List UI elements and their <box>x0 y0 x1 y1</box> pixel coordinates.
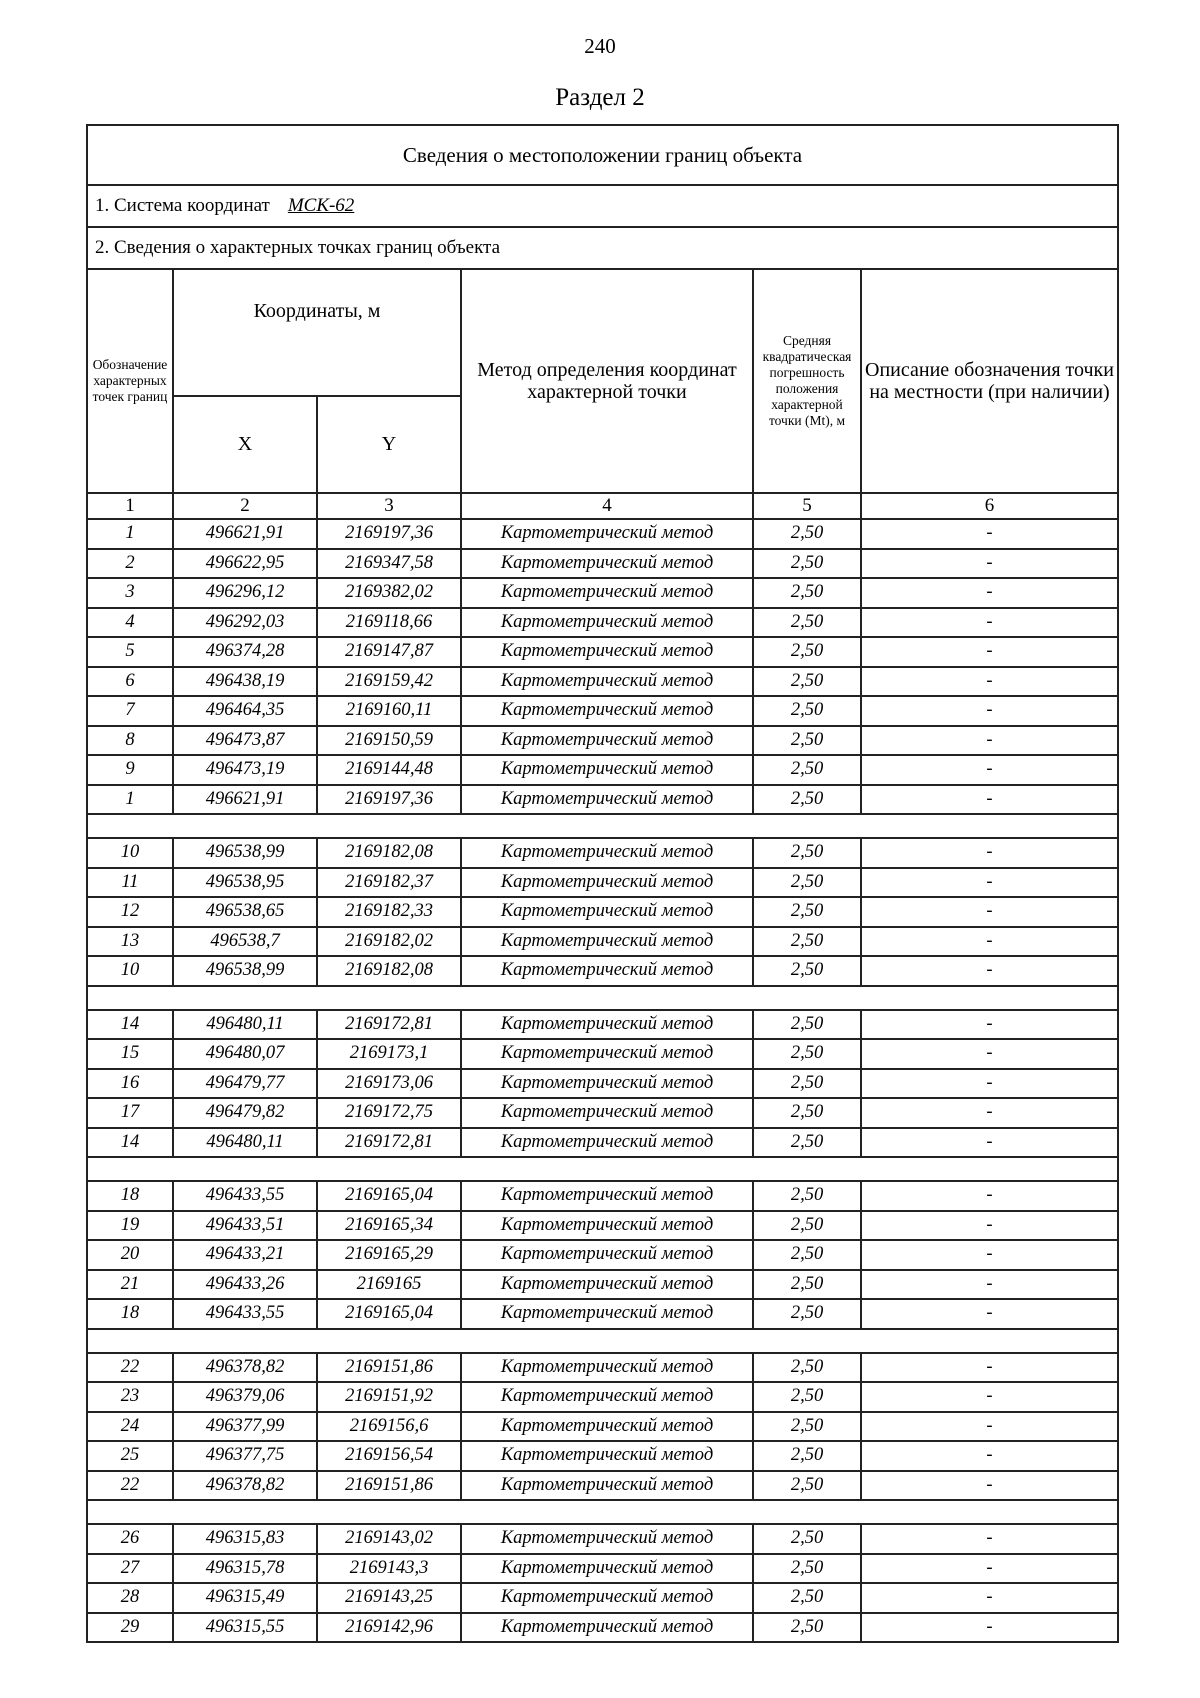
cell-x: 496621,91 <box>173 519 317 549</box>
cell-accuracy: 2,50 <box>753 755 861 785</box>
cell-x: 496377,75 <box>173 1441 317 1471</box>
cell-method: Картометрический метод <box>461 1039 753 1069</box>
cell-y: 2169147,87 <box>317 637 461 667</box>
table-row <box>87 785 1118 815</box>
cell-x: 496315,78 <box>173 1554 317 1584</box>
cell-accuracy: 2,50 <box>753 549 861 579</box>
cell-x: 496438,19 <box>173 667 317 697</box>
cell-x: 496473,87 <box>173 726 317 756</box>
cell-y: 2169118,66 <box>317 608 461 638</box>
table-title: Сведения о местоположении границ объекта <box>87 125 1118 185</box>
cell-method: Картометрический метод <box>461 1010 753 1040</box>
cell-accuracy: 2,50 <box>753 1211 861 1241</box>
cell-description: - <box>861 1098 1118 1128</box>
cell-x: 496621,91 <box>173 785 317 815</box>
group-separator-row <box>87 814 1118 838</box>
cell-method: Картометрический метод <box>461 519 753 549</box>
cell-description: - <box>861 608 1118 638</box>
cell-point-id: 1 <box>87 785 173 815</box>
group-separator-cell <box>87 1329 1118 1353</box>
cell-x: 496622,95 <box>173 549 317 579</box>
cell-description: - <box>861 956 1118 986</box>
cell-description: - <box>861 578 1118 608</box>
cell-accuracy: 2,50 <box>753 1554 861 1584</box>
cell-accuracy: 2,50 <box>753 1181 861 1211</box>
cell-accuracy: 2,50 <box>753 1471 861 1501</box>
header-accuracy: Средняя квадратическая погрешность положения характерной точки (Mt), м <box>753 269 861 493</box>
cell-y: 2169382,02 <box>317 578 461 608</box>
table-row <box>87 1128 1118 1158</box>
cell-accuracy: 2,50 <box>753 1240 861 1270</box>
cell-point-id: 7 <box>87 696 173 726</box>
coord-system-label: 1. Система координат <box>95 195 270 216</box>
cell-y: 2169144,48 <box>317 755 461 785</box>
cell-description: - <box>861 1441 1118 1471</box>
cell-method: Картометрический метод <box>461 755 753 785</box>
table-row <box>87 1471 1118 1501</box>
cell-x: 496433,26 <box>173 1270 317 1300</box>
table-row <box>87 1382 1118 1412</box>
page-number: 240 <box>584 34 616 58</box>
cell-y: 2169347,58 <box>317 549 461 579</box>
cell-accuracy: 2,50 <box>753 868 861 898</box>
cell-accuracy: 2,50 <box>753 1412 861 1442</box>
cell-accuracy: 2,50 <box>753 785 861 815</box>
table-row <box>87 1554 1118 1584</box>
header-point-designation: Обозначение характерных точек границ <box>87 269 173 493</box>
cell-accuracy: 2,50 <box>753 1270 861 1300</box>
group-separator-cell <box>87 1500 1118 1524</box>
column-numbers-row <box>87 493 1118 519</box>
cell-method: Картометрический метод <box>461 1181 753 1211</box>
cell-x: 496315,55 <box>173 1613 317 1643</box>
cell-accuracy: 2,50 <box>753 1613 861 1643</box>
cell-accuracy: 2,50 <box>753 637 861 667</box>
table-row <box>87 726 1118 756</box>
points-section-title: 2. Сведения о характерных точках границ объекта <box>87 227 1118 269</box>
header-coordinates: Координаты, м <box>173 269 461 396</box>
cell-method: Картометрический метод <box>461 1554 753 1584</box>
cell-accuracy: 2,50 <box>753 519 861 549</box>
cell-x: 496292,03 <box>173 608 317 638</box>
cell-x: 496377,99 <box>173 1412 317 1442</box>
cell-description: - <box>861 1524 1118 1554</box>
cell-description: - <box>861 868 1118 898</box>
cell-method: Картометрический метод <box>461 1412 753 1442</box>
table-row <box>87 1524 1118 1554</box>
cell-x: 496315,49 <box>173 1583 317 1613</box>
cell-point-id: 14 <box>87 1010 173 1040</box>
cell-point-id: 26 <box>87 1524 173 1554</box>
cell-description: - <box>861 1128 1118 1158</box>
cell-point-id: 6 <box>87 667 173 697</box>
cell-y: 2169151,86 <box>317 1353 461 1383</box>
cell-accuracy: 2,50 <box>753 1039 861 1069</box>
cell-y: 2169142,96 <box>317 1613 461 1643</box>
cell-point-id: 17 <box>87 1098 173 1128</box>
cell-accuracy: 2,50 <box>753 1128 861 1158</box>
cell-y: 2169172,81 <box>317 1128 461 1158</box>
cell-point-id: 28 <box>87 1583 173 1613</box>
cell-x: 496433,51 <box>173 1211 317 1241</box>
cell-x: 496374,28 <box>173 637 317 667</box>
cell-method: Картометрический метод <box>461 1128 753 1158</box>
column-number: 3 <box>317 493 461 519</box>
group-separator-row <box>87 1500 1118 1524</box>
cell-y: 2169197,36 <box>317 519 461 549</box>
cell-accuracy: 2,50 <box>753 696 861 726</box>
table-row <box>87 637 1118 667</box>
cell-description: - <box>861 667 1118 697</box>
cell-description: - <box>861 1613 1118 1643</box>
cell-point-id: 4 <box>87 608 173 638</box>
cell-method: Картометрический метод <box>461 1211 753 1241</box>
cell-point-id: 21 <box>87 1270 173 1300</box>
cell-method: Картометрический метод <box>461 726 753 756</box>
cell-description: - <box>861 1039 1118 1069</box>
cell-method: Картометрический метод <box>461 1069 753 1099</box>
column-number: 5 <box>753 493 861 519</box>
group-separator-cell <box>87 1157 1118 1181</box>
table-row <box>87 608 1118 638</box>
cell-description: - <box>861 519 1118 549</box>
cell-point-id: 12 <box>87 897 173 927</box>
cell-point-id: 5 <box>87 637 173 667</box>
cell-method: Картометрический метод <box>461 1441 753 1471</box>
header-y: Y <box>317 396 461 493</box>
cell-point-id: 2 <box>87 549 173 579</box>
cell-y: 2169182,37 <box>317 868 461 898</box>
cell-point-id: 14 <box>87 1128 173 1158</box>
cell-description: - <box>861 696 1118 726</box>
cell-y: 2169197,36 <box>317 785 461 815</box>
cell-description: - <box>861 1353 1118 1383</box>
cell-point-id: 29 <box>87 1613 173 1643</box>
cell-accuracy: 2,50 <box>753 1441 861 1471</box>
group-separator-row <box>87 1157 1118 1181</box>
cell-description: - <box>861 1211 1118 1241</box>
table-row <box>87 1412 1118 1442</box>
cell-point-id: 13 <box>87 927 173 957</box>
cell-method: Картометрический метод <box>461 897 753 927</box>
cell-y: 2169165,29 <box>317 1240 461 1270</box>
table-row <box>87 868 1118 898</box>
group-separator-cell <box>87 986 1118 1010</box>
cell-x: 496296,12 <box>173 578 317 608</box>
cell-accuracy: 2,50 <box>753 1583 861 1613</box>
cell-method: Картометрический метод <box>461 667 753 697</box>
cell-y: 2169182,02 <box>317 927 461 957</box>
cell-point-id: 15 <box>87 1039 173 1069</box>
cell-y: 2169151,92 <box>317 1382 461 1412</box>
cell-x: 496378,82 <box>173 1471 317 1501</box>
cell-point-id: 3 <box>87 578 173 608</box>
table-row <box>87 1181 1118 1211</box>
cell-point-id: 10 <box>87 838 173 868</box>
cell-y: 2169165,34 <box>317 1211 461 1241</box>
cell-accuracy: 2,50 <box>753 1524 861 1554</box>
cell-accuracy: 2,50 <box>753 1382 861 1412</box>
cell-description: - <box>861 1412 1118 1442</box>
table-row <box>87 549 1118 579</box>
table-row <box>87 1353 1118 1383</box>
cell-method: Картометрический метод <box>461 927 753 957</box>
cell-description: - <box>861 1010 1118 1040</box>
cell-x: 496480,11 <box>173 1010 317 1040</box>
cell-y: 2169159,42 <box>317 667 461 697</box>
cell-description: - <box>861 897 1118 927</box>
boundary-points-table <box>86 124 1119 1643</box>
cell-x: 496479,82 <box>173 1098 317 1128</box>
cell-method: Картометрический метод <box>461 1240 753 1270</box>
cell-point-id: 22 <box>87 1353 173 1383</box>
cell-description: - <box>861 1270 1118 1300</box>
table-row <box>87 696 1118 726</box>
cell-x: 496479,77 <box>173 1069 317 1099</box>
cell-y: 2169182,08 <box>317 956 461 986</box>
cell-method: Картометрический метод <box>461 868 753 898</box>
cell-x: 496464,35 <box>173 696 317 726</box>
cell-method: Картометрический метод <box>461 1613 753 1643</box>
cell-accuracy: 2,50 <box>753 838 861 868</box>
cell-description: - <box>861 755 1118 785</box>
cell-x: 496379,06 <box>173 1382 317 1412</box>
cell-point-id: 18 <box>87 1299 173 1329</box>
cell-point-id: 27 <box>87 1554 173 1584</box>
table-row <box>87 1441 1118 1471</box>
cell-method: Картометрический метод <box>461 1583 753 1613</box>
table-row <box>87 1069 1118 1099</box>
cell-method: Картометрический метод <box>461 1471 753 1501</box>
cell-point-id: 10 <box>87 956 173 986</box>
table-row <box>87 927 1118 957</box>
cell-description: - <box>861 785 1118 815</box>
cell-accuracy: 2,50 <box>753 667 861 697</box>
cell-method: Картометрический метод <box>461 608 753 638</box>
cell-y: 2169160,11 <box>317 696 461 726</box>
cell-description: - <box>861 1583 1118 1613</box>
cell-point-id: 16 <box>87 1069 173 1099</box>
cell-method: Картометрический метод <box>461 696 753 726</box>
coord-system-row <box>87 185 1118 227</box>
cell-x: 496378,82 <box>173 1353 317 1383</box>
cell-description: - <box>861 927 1118 957</box>
table-row <box>87 1010 1118 1040</box>
cell-description: - <box>861 637 1118 667</box>
cell-accuracy: 2,50 <box>753 897 861 927</box>
cell-x: 496433,55 <box>173 1181 317 1211</box>
cell-method: Картометрический метод <box>461 956 753 986</box>
cell-point-id: 22 <box>87 1471 173 1501</box>
table-row <box>87 1613 1118 1643</box>
cell-y: 2169151,86 <box>317 1471 461 1501</box>
group-separator-row <box>87 1329 1118 1353</box>
table-row <box>87 1299 1118 1329</box>
cell-method: Картометрический метод <box>461 1382 753 1412</box>
cell-y: 2169172,75 <box>317 1098 461 1128</box>
cell-y: 2169173,06 <box>317 1069 461 1099</box>
table-row <box>87 578 1118 608</box>
cell-method: Картометрический метод <box>461 549 753 579</box>
cell-description: - <box>861 1554 1118 1584</box>
cell-accuracy: 2,50 <box>753 1069 861 1099</box>
cell-y: 2169182,08 <box>317 838 461 868</box>
cell-accuracy: 2,50 <box>753 1098 861 1128</box>
cell-description: - <box>861 838 1118 868</box>
cell-method: Картометрический метод <box>461 1270 753 1300</box>
cell-x: 496538,95 <box>173 868 317 898</box>
column-number: 2 <box>173 493 317 519</box>
cell-accuracy: 2,50 <box>753 1353 861 1383</box>
section-title: Раздел 2 <box>555 84 645 111</box>
cell-point-id: 9 <box>87 755 173 785</box>
cell-point-id: 11 <box>87 868 173 898</box>
cell-point-id: 20 <box>87 1240 173 1270</box>
cell-x: 496538,65 <box>173 897 317 927</box>
cell-y: 2169165 <box>317 1270 461 1300</box>
cell-method: Картометрический метод <box>461 578 753 608</box>
cell-x: 496538,99 <box>173 838 317 868</box>
cell-x: 496538,7 <box>173 927 317 957</box>
cell-description: - <box>861 1181 1118 1211</box>
table-row <box>87 1240 1118 1270</box>
cell-y: 2169172,81 <box>317 1010 461 1040</box>
column-number: 1 <box>87 493 173 519</box>
coord-system-value: МСК-62 <box>287 195 355 216</box>
cell-point-id: 24 <box>87 1412 173 1442</box>
cell-method: Картометрический метод <box>461 785 753 815</box>
cell-y: 2169165,04 <box>317 1181 461 1211</box>
cell-description: - <box>861 1471 1118 1501</box>
column-number: 4 <box>461 493 753 519</box>
cell-x: 496315,83 <box>173 1524 317 1554</box>
table-row <box>87 956 1118 986</box>
table-row <box>87 1270 1118 1300</box>
table-row <box>87 1583 1118 1613</box>
cell-y: 2169182,33 <box>317 897 461 927</box>
cell-y: 2169165,04 <box>317 1299 461 1329</box>
cell-point-id: 25 <box>87 1441 173 1471</box>
header-description: Описание обозначения точки на местности (при наличии) <box>861 269 1118 493</box>
cell-y: 2169143,25 <box>317 1583 461 1613</box>
cell-accuracy: 2,50 <box>753 578 861 608</box>
cell-description: - <box>861 1240 1118 1270</box>
cell-x: 496538,99 <box>173 956 317 986</box>
cell-method: Картометрический метод <box>461 637 753 667</box>
cell-y: 2169150,59 <box>317 726 461 756</box>
cell-accuracy: 2,50 <box>753 608 861 638</box>
cell-accuracy: 2,50 <box>753 927 861 957</box>
cell-point-id: 23 <box>87 1382 173 1412</box>
table-row <box>87 519 1118 549</box>
group-separator-cell <box>87 814 1118 838</box>
cell-method: Картометрический метод <box>461 1353 753 1383</box>
cell-accuracy: 2,50 <box>753 1010 861 1040</box>
cell-point-id: 18 <box>87 1181 173 1211</box>
cell-description: - <box>861 1069 1118 1099</box>
cell-point-id: 1 <box>87 519 173 549</box>
group-separator-row <box>87 986 1118 1010</box>
cell-x: 496480,07 <box>173 1039 317 1069</box>
cell-point-id: 19 <box>87 1211 173 1241</box>
cell-x: 496433,21 <box>173 1240 317 1270</box>
header-x: X <box>173 396 317 493</box>
cell-point-id: 8 <box>87 726 173 756</box>
cell-method: Картометрический метод <box>461 838 753 868</box>
column-number: 6 <box>861 493 1118 519</box>
cell-y: 2169143,02 <box>317 1524 461 1554</box>
table-row <box>87 897 1118 927</box>
cell-accuracy: 2,50 <box>753 726 861 756</box>
table-row <box>87 1039 1118 1069</box>
table-row <box>87 838 1118 868</box>
table-row <box>87 1098 1118 1128</box>
cell-accuracy: 2,50 <box>753 1299 861 1329</box>
table-row <box>87 1211 1118 1241</box>
cell-method: Картометрический метод <box>461 1098 753 1128</box>
cell-y: 2169143,3 <box>317 1554 461 1584</box>
table-row <box>87 667 1118 697</box>
cell-description: - <box>861 1382 1118 1412</box>
cell-description: - <box>861 549 1118 579</box>
cell-x: 496433,55 <box>173 1299 317 1329</box>
cell-y: 2169173,1 <box>317 1039 461 1069</box>
cell-accuracy: 2,50 <box>753 956 861 986</box>
cell-method: Картометрический метод <box>461 1524 753 1554</box>
table-row <box>87 755 1118 785</box>
cell-description: - <box>861 1299 1118 1329</box>
cell-x: 496480,11 <box>173 1128 317 1158</box>
header-method: Метод определения координат характерной точки <box>461 269 753 493</box>
cell-description: - <box>861 726 1118 756</box>
cell-y: 2169156,6 <box>317 1412 461 1442</box>
cell-x: 496473,19 <box>173 755 317 785</box>
cell-y: 2169156,54 <box>317 1441 461 1471</box>
cell-method: Картометрический метод <box>461 1299 753 1329</box>
